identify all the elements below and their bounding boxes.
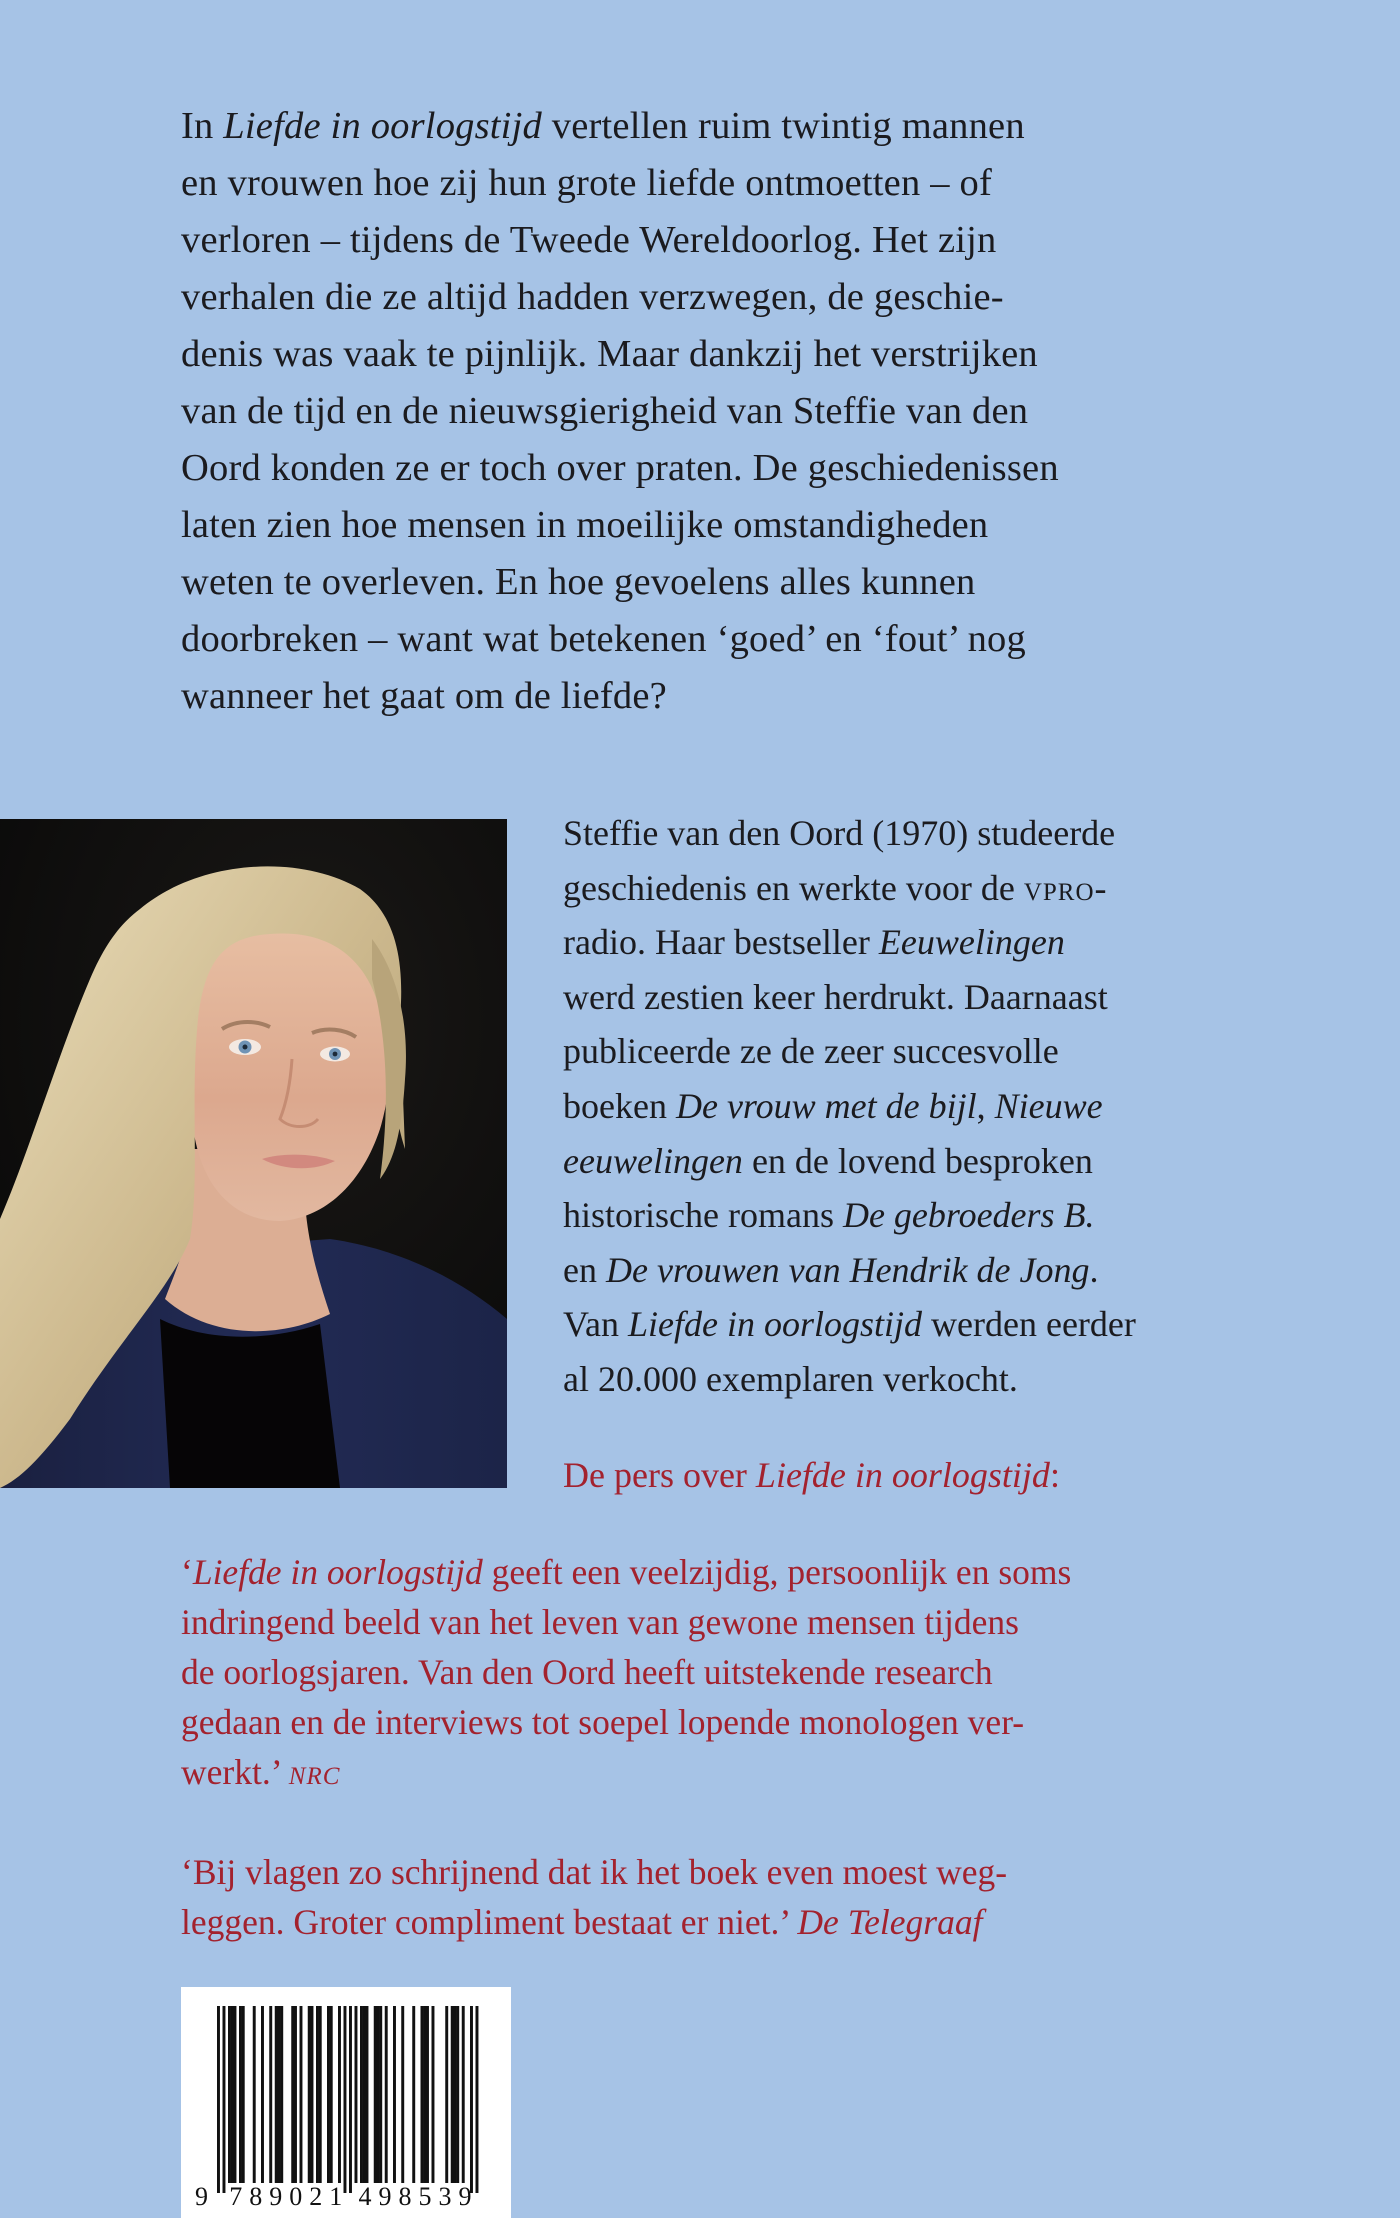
text-line: [181, 383, 1241, 440]
text-line: [563, 1450, 1243, 1500]
text-run: nrc: [288, 1752, 341, 1792]
text-run: Liefde in oorlogstijd: [192, 1552, 483, 1592]
text-run: ‘: [181, 1552, 193, 1592]
text-run: en vrouwen hoe zij hun grote liefde ontmoetten – of: [181, 162, 992, 204]
author-photo: [0, 819, 507, 1488]
text-line: [181, 497, 1241, 554]
text-run: doorbreken – want wat betekenen ‘goed’ en ‘fout’ nog: [181, 618, 1026, 660]
text-run: ,: [976, 1085, 995, 1126]
text-run: De pers over: [563, 1455, 756, 1495]
text-line: [563, 806, 1243, 861]
barcode-bars-icon: [181, 1987, 511, 2218]
text-line: [181, 326, 1241, 383]
text-line: [181, 212, 1241, 269]
text-run: verhalen die ze altijd hadden verzwegen, de geschie-: [181, 276, 1004, 318]
text-run: .: [1089, 1249, 1099, 1290]
blurb-paragraph: [181, 98, 1241, 725]
text-line: [563, 1079, 1243, 1134]
text-run: De vrouwen van Hendrik de Jong: [605, 1249, 1090, 1290]
text-run: De gebroeders B.: [842, 1195, 1095, 1236]
text-run: Liefde in oorlogstijd: [628, 1304, 923, 1345]
text-run: radio. Haar bestseller: [563, 922, 879, 963]
text-run: ‘Bij vlagen zo schrijnend dat ik het boek even moest weg-: [181, 1852, 1008, 1892]
text-run: :: [1049, 1455, 1060, 1495]
text-run: Nieuwe: [994, 1085, 1103, 1126]
text-line: [181, 1847, 1241, 1897]
text-run: historische romans: [563, 1195, 843, 1236]
text-run: denis was vaak te pijnlijk. Maar dankzij het verstrijken: [181, 333, 1038, 375]
text-run: Van: [563, 1304, 628, 1345]
text-run: en de lovend besproken: [742, 1140, 1093, 1181]
text-run: leggen. Groter compliment bestaat er niet.’: [181, 1902, 798, 1942]
text-run: werkt.’: [181, 1752, 289, 1792]
text-run: Liefde in oorlogstijd: [223, 105, 542, 147]
text-run: eeuwelingen: [563, 1140, 743, 1181]
text-run: De Telegraaf: [797, 1902, 983, 1942]
text-line: [563, 1243, 1243, 1298]
text-run: vpro: [1023, 867, 1095, 908]
text-run: indringend beeld van het leven van gewone mensen tijdens: [181, 1602, 1019, 1642]
author-bio: [563, 806, 1243, 1407]
text-line: [563, 970, 1243, 1025]
text-line: [181, 1597, 1241, 1647]
barcode-digits: 498539: [358, 2182, 479, 2211]
text-line: [181, 1897, 1241, 1947]
text-line: [181, 98, 1241, 155]
text-run: Steffie van den Oord (1970) studeerde: [563, 813, 1116, 853]
text-line: [563, 1352, 1243, 1407]
press-heading: [563, 1450, 1243, 1500]
text-line: [563, 1024, 1243, 1079]
text-run: Liefde in oorlogstijd: [755, 1455, 1050, 1495]
text-run: laten zien hoe mensen in moeilijke omstandigheden: [181, 504, 989, 546]
text-line: [181, 611, 1241, 668]
text-run: weten te overleven. En hoe gevoelens alles kunnen: [181, 561, 976, 603]
text-run: gedaan en de interviews tot soepel lopende monologen ver-: [181, 1702, 1025, 1742]
barcode-digits: 9: [195, 2182, 215, 2211]
text-line: [181, 1547, 1241, 1597]
text-run: wanneer het gaat om de liefde?: [181, 675, 667, 717]
text-run: De vrouw met de bijl: [675, 1085, 977, 1126]
press-quote-telegraaf: [181, 1847, 1241, 1947]
text-run: werden eerder: [922, 1304, 1136, 1345]
text-line: [181, 1647, 1241, 1697]
text-line: [563, 1297, 1243, 1352]
text-run: publiceerde ze de zeer succesvolle: [563, 1031, 1059, 1072]
text-line: [181, 668, 1241, 725]
text-line: [181, 440, 1241, 497]
text-run: -: [1094, 867, 1107, 908]
text-line: [563, 1188, 1243, 1243]
text-run: Oord konden ze er toch over praten. De geschiedenissen: [181, 447, 1059, 489]
text-line: [181, 1697, 1241, 1747]
text-line: [181, 269, 1241, 326]
text-run: de oorlogsjaren. Van den Oord heeft uitstekende research: [181, 1652, 993, 1692]
text-line: [563, 915, 1243, 970]
text-line: [181, 1747, 1241, 1797]
text-run: en: [563, 1249, 606, 1290]
text-run: geschiedenis en werkte voor de: [563, 867, 1024, 908]
text-run: Eeuwelingen: [878, 922, 1065, 963]
press-quote-nrc: [181, 1547, 1241, 1797]
text-line: [563, 861, 1243, 916]
author-portrait-image: [0, 819, 507, 1488]
isbn-barcode: [181, 1987, 511, 2218]
text-line: [181, 554, 1241, 611]
text-run: vertellen ruim twintig mannen: [541, 105, 1025, 147]
text-run: verloren – tijdens de Tweede Wereldoorlog. Het zijn: [181, 219, 997, 261]
text-line: [563, 1134, 1243, 1189]
text-run: boeken: [563, 1085, 676, 1126]
barcode-digits: 789021: [229, 2182, 350, 2211]
text-run: werd zestien keer herdrukt. Daarnaast: [563, 976, 1108, 1017]
text-line: [181, 155, 1241, 212]
text-run: van de tijd en de nieuwsgierigheid van Steffie van den: [181, 390, 1029, 432]
text-run: geeft een veelzijdig, persoonlijk en soms: [482, 1552, 1072, 1592]
text-run: al 20.000 exemplaren verkocht.: [563, 1358, 1018, 1399]
text-run: In: [181, 105, 224, 147]
